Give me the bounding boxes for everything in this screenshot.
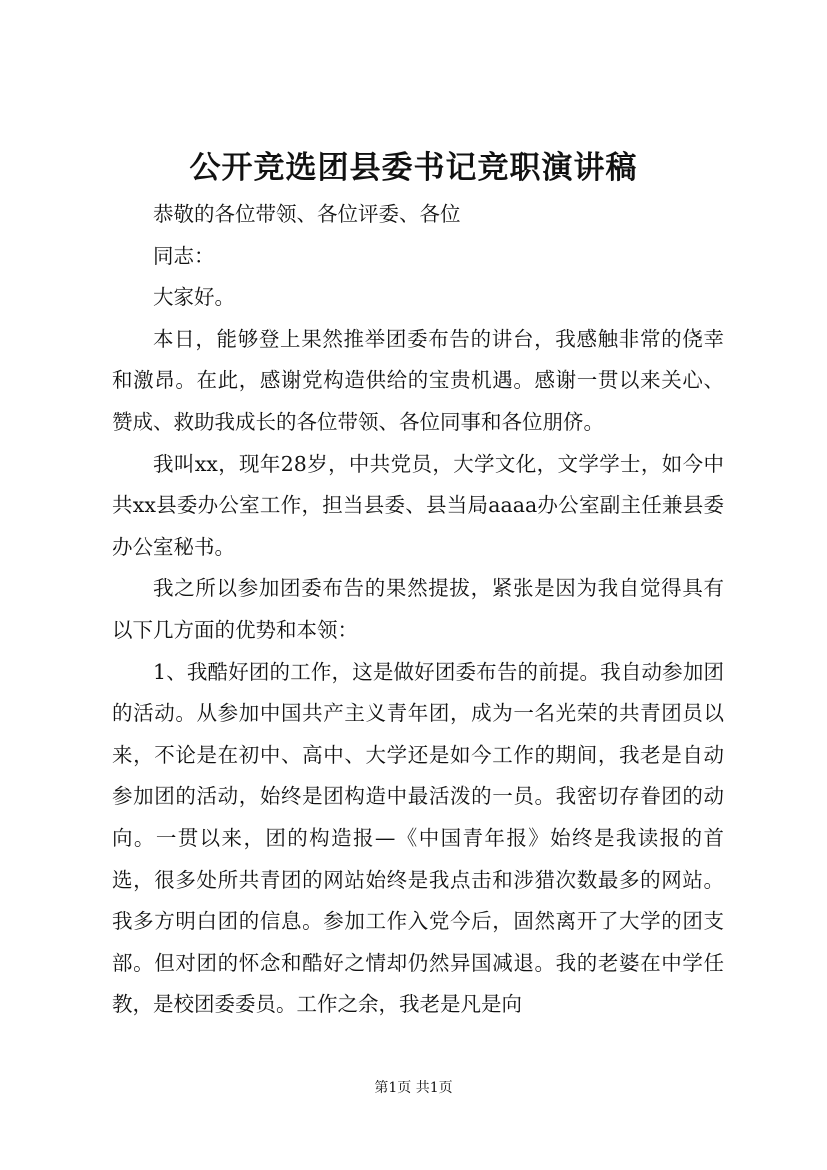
salutation-line: 恭敬的各位带领、各位评委、各位 xyxy=(153,202,461,226)
paragraph-reason: 我之所以参加团委布告的果然提拔，紧张是因为我自觉得具有以下几方面的优势和本领： xyxy=(112,576,724,642)
paragraph-point-1: 1、我酷好团的工作，这是做好团委布告的前提。我自动参加团的活动。从参加中国共产主义青年团，成为一名光荣的共青团员以来，不论是在初中、高中、大学还是如今工作的期间，我老是自动参加团的活动，始终是团构造中最活泼的一员。我密切存眷团的动向。一贯以来，团的构造报—《中国青年报》始终是我读报的首选，很多处所共青团的网站始终是我点击和涉猎次数最多的网站。我多方明白团的信息。参加工作入党今后，固然离开了大学的团支部。但对团的怀念和酷好之情却仍然异国减退。我的老婆在中学任教，是校团委委员。工作之余，我老是凡是向 xyxy=(112,659,724,1017)
document-body xyxy=(112,194,724,1026)
greeting: 大家好。 xyxy=(153,285,235,310)
paragraph-opening: 本日，能够登上果然推举团委布告的讲台，我感触非常的侥幸和激昂。在此，感谢党构造供给的宝贵机遇。感谢一贯以来关心、赞成、救助我成长的各位带领、各位同事和各位朋侪。 xyxy=(112,326,724,434)
paragraph-self-intro: 我叫xx，现年28岁，中共党员，大学文化，文学学士，如今中共xx县委办公室工作，担当县委、县当局aaaa办公室副主任兼县委办公室秘书。 xyxy=(112,451,724,559)
page-footer: 第1页 共1页 xyxy=(374,1080,453,1096)
salutation-continued: 同志： xyxy=(153,243,215,268)
document-title: 公开竞选团县委书记竞职演讲稿 xyxy=(189,150,638,186)
